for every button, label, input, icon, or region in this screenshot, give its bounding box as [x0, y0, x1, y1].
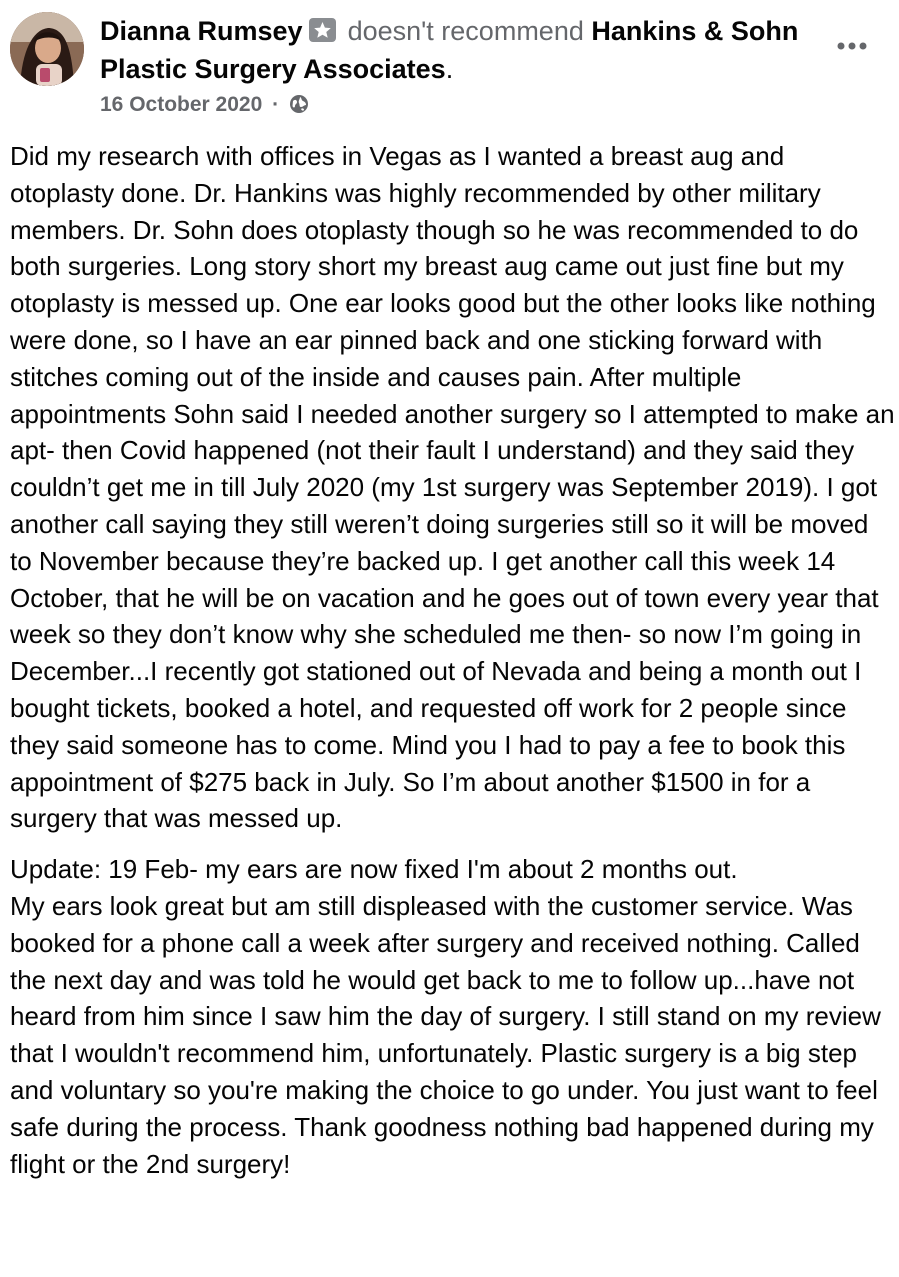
more-options-icon[interactable] [832, 30, 872, 60]
star-badge-icon [309, 18, 336, 42]
post-meta [100, 90, 309, 123]
page-name-link[interactable]: Hankins & Sohn Plastic Surgery Associates [100, 16, 799, 84]
author-line [100, 12, 830, 88]
review-paragraph: Did my research with offices in Vegas as I wanted a breast aug and otoplasty done. Dr. Hankins was highly recommended by other military members. Dr. Sohn does otoplasty though so he was recommended to do both surgeries. Long story short my breast aug came out just fine but my otoplasty is messed up. One ear looks good but the other looks like nothing were done, so I have an ear pinned back and one sticking forward with stitches coming out of the inside and causes pain. After multiple appointments Sohn said I needed another surgery so I attempted to make an apt- then Covid happened (not their fault I understand) and they said they couldn’t get me in till July 2020 (my 1st surgery was September 2019). I got another call saying they still weren’t doing surgeries still so it will be moved to November because they’re backed up. I get another call this week 14 October, that he will be on vacation and he goes out of town every year that week so they don’t know why she scheduled me then- so now I’m going in December...I recently got stationed out of Nevada and being a month out I bought tickets, booked a hotel, and requested off work for 2 people since they said someone has to come. Mind you I had to pay a fee to book this appointment of $275 back in July. So I’m about another $1500 in for a surgery that was messed up. [10, 141, 895, 834]
author-name[interactable]: Dianna Rumsey [100, 16, 303, 46]
meta-separator: · [272, 93, 280, 116]
period: . [445, 54, 454, 84]
globe-icon[interactable] [289, 93, 309, 123]
avatar-photo [10, 12, 84, 86]
author-avatar[interactable] [10, 12, 84, 86]
post-header [0, 0, 899, 130]
review-verb: doesn't recommend [347, 16, 584, 46]
review-text [10, 138, 895, 1182]
review-update-paragraph: Update: 19 Feb- my ears are now fixed I'm about 2 months out. My ears look great but am still displeased with the customer service. Was booked for a phone call a week after surgery and received nothing. Called the next day and was told he would get back to me to follow up...have not heard from him since I saw him the day of surgery. I still stand on my review that I wouldn't recommend him, unfortunately. Plastic surgery is a big step and voluntary so you're making the choice to go under. You just want to feel safe during the process. Thank goodness nothing bad happened during my flight or the 2nd surgery! [10, 854, 881, 1179]
post-date[interactable]: 16 October 2020 [100, 93, 263, 116]
